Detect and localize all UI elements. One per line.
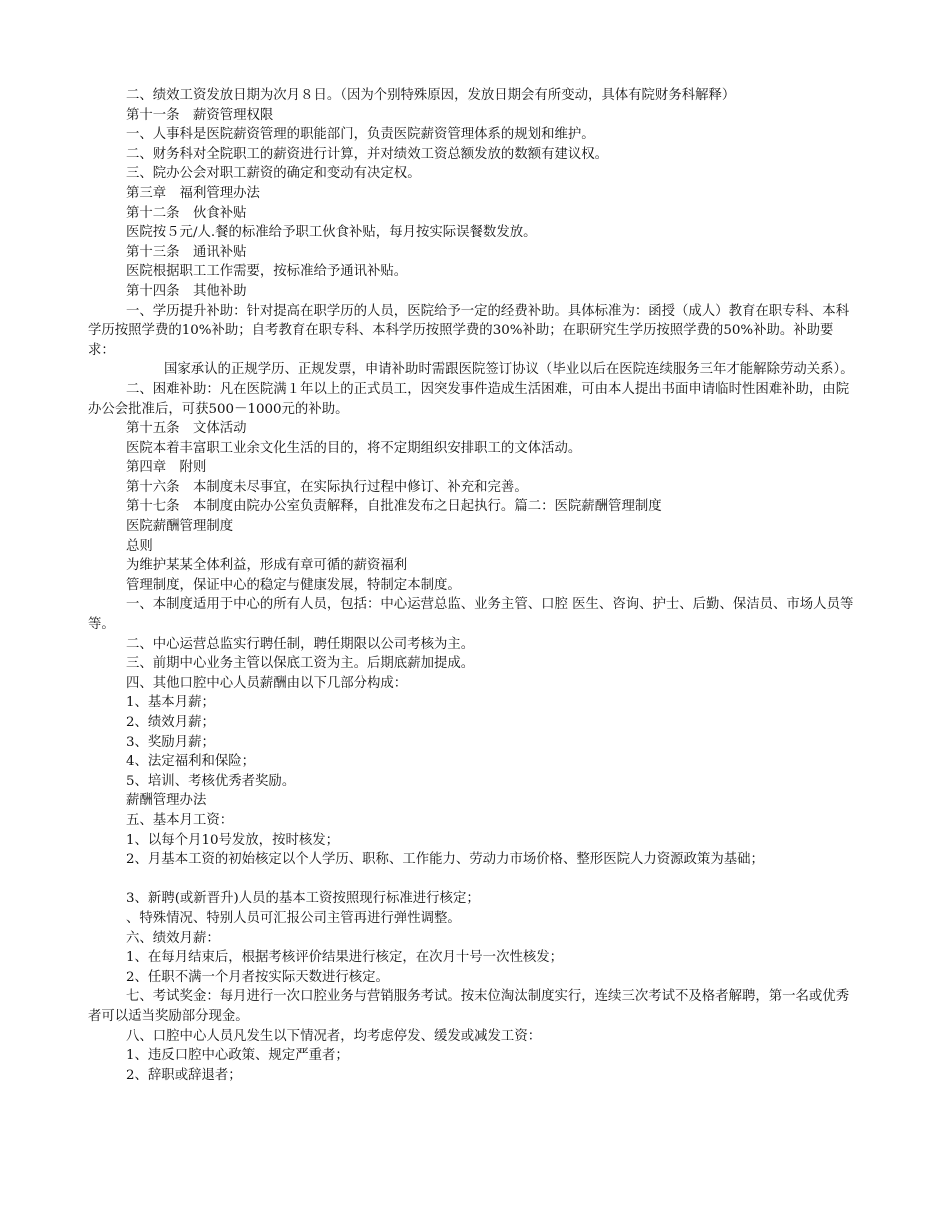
list-item: 3、新聘(或新晋升)人员的基本工资按照现行标准进行核定； xyxy=(126,891,480,907)
article-heading: 第十三条 通讯补贴 xyxy=(126,244,247,260)
paragraph: 三、前期中心业务主管以保底工资为主。后期底薪加提成。 xyxy=(126,656,475,672)
paragraph: 六、绩效月薪： xyxy=(126,930,220,946)
section-title: 医院薪酬管理制度 xyxy=(126,519,234,535)
paragraph: 八、口腔中心人员凡发生以下情况者，均考虑停发、缓发或减发工资： xyxy=(126,1028,542,1044)
paragraph: 医院根据职工工作需要，按标准给予通讯补贴。 xyxy=(126,264,408,280)
article-heading: 第十一条 薪资管理权限 xyxy=(126,107,274,123)
paragraph: 管理制度，保证中心的稳定与健康发展，特制定本制度。 xyxy=(126,577,461,593)
section-heading: 薪酬管理办法 xyxy=(126,793,207,809)
list-item: 3、奖励月薪； xyxy=(126,734,215,750)
paragraph: 三、院办公会对职工薪资的确定和变动有决定权。 xyxy=(126,166,421,182)
list-item: 2、绩效月薪； xyxy=(126,715,215,730)
paragraph: 第十七条 本制度由院办公室负责解释，自批准发布之日起执行。篇二：医院薪酬管理制度 xyxy=(126,499,662,515)
list-item: 4、法定福利和保险； xyxy=(126,754,256,770)
paragraph: 五、基本月工资： xyxy=(126,812,234,828)
list-item: 2、辞职或辞退者； xyxy=(126,1067,242,1083)
list-item: 、特殊情况、特别人员可汇报公司主管再进行弹性调整。 xyxy=(126,910,461,926)
paragraph: 一、学历提升补助：针对提高在职学历的人员，医院给予一定的经费补助。具体标准为：函授（成人）教育在职专科、本科学历按照学费的10%补助；自考教育在职专科、本科学历按照学费的30%补助；在职研究生学历按照学费的50%补助。补助要求： xyxy=(88,303,850,358)
list-item: 1、以每个月10号发放，按时核发； xyxy=(126,832,340,848)
list-item: 5、培训、考核优秀者奖励。 xyxy=(126,773,296,789)
chapter-heading: 第三章 福利管理办法 xyxy=(126,185,260,201)
paragraph: 一、本制度适用于中心的所有人员，包括：中心运营总监、业务主管、口腔 医生、咨询、护士、后勤、保洁员、市场人员等等。 xyxy=(88,597,854,633)
list-item: 1、违反口腔中心政策、规定严重者； xyxy=(126,1048,349,1064)
paragraph: 第十六条 本制度未尽事宜，在实际执行过程中修订、补充和完善。 xyxy=(126,479,528,495)
chapter-heading: 第四章 附则 xyxy=(126,460,207,476)
list-item: 2、任职不满一个月者按实际天数进行核定。 xyxy=(126,969,389,985)
section-heading: 总则 xyxy=(126,538,153,554)
paragraph: 为维护某某全体利益，形成有章可循的薪资福利 xyxy=(126,558,408,574)
paragraph: 七、考试奖金：每月进行一次口腔业务与营销服务考试。按末位淘汰制度实行，连续三次考试不及格者解聘，第一名或优秀者可以适当奖励部分现金。 xyxy=(88,989,850,1024)
document-body xyxy=(88,86,860,1085)
list-item: 2、月基本工资的初始核定以个人学历、职称、工作能力、劳动力市场价格、整形医院人力资源政策为基础； xyxy=(126,852,764,868)
list-item: 1、基本月薪； xyxy=(126,695,215,711)
article-heading: 第十四条 其他补助 xyxy=(126,283,247,299)
list-item: 1、在每月结束后，根据考核评价结果进行核定，在次月十号一次性核发； xyxy=(126,950,564,966)
paragraph: 一、人事科是医院薪资管理的职能部门，负责医院薪资管理体系的规划和维护。 xyxy=(126,127,595,143)
paragraph: 医院按５元/人.餐的标准给予职工伙食补贴，每月按实际误餐数发放。 xyxy=(126,225,537,241)
paragraph: 二、财务科对全院职工的薪资进行计算，并对绩效工资总额发放的数额有建议权。 xyxy=(126,146,609,162)
article-heading: 第十二条 伙食补贴 xyxy=(126,205,247,221)
paragraph: 二、中心运营总监实行聘任制，聘任期限以公司考核为主。 xyxy=(126,636,475,652)
blank-line xyxy=(88,870,860,890)
paragraph: 二、绩效工资发放日期为次月８日。（因为个别特殊原因，发放日期会有所变动，具体有院财务科解释） xyxy=(126,88,736,103)
article-heading: 第十五条 文体活动 xyxy=(126,421,247,437)
paragraph: 二、困难补助：凡在医院满１年以上的正式员工，因突发事件造成生活困难，可由本人提出书面申请临时性困难补助，由院办公会批准后，可获500－1000元的补助。 xyxy=(88,381,850,417)
paragraph: 国家承认的正规学历、正规发票，申请补助时需跟医院签订协议（毕业以后在医院连续服务三年才能解除劳动关系）。 xyxy=(164,362,854,378)
paragraph: 四、其他口腔中心人员薪酬由以下几部分构成： xyxy=(126,675,408,691)
paragraph: 医院本着丰富职工业余文化生活的目的，将不定期组织安排职工的文体活动。 xyxy=(126,440,582,456)
